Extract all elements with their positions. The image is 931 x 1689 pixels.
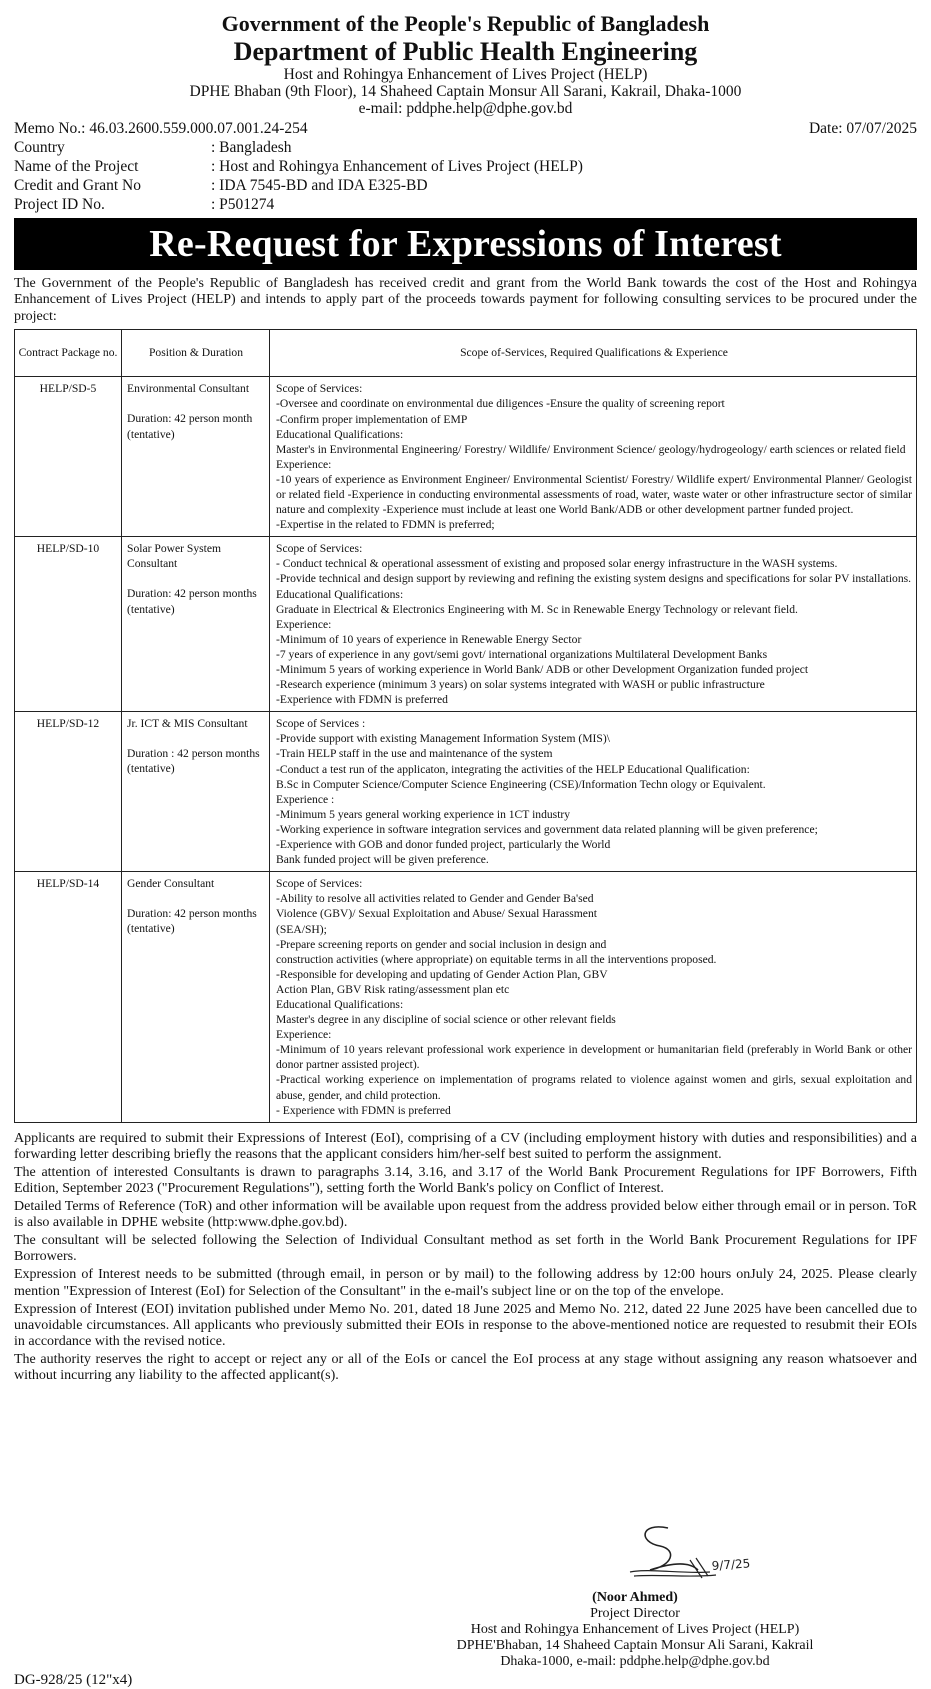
scope-cell [270, 872, 917, 1123]
scope-line: construction activities (where appropriate) on equitable terms in all the interventions proposed. [276, 952, 717, 966]
position-cell [122, 377, 270, 537]
scope-line: -Confirm proper implementation of EMP [276, 412, 468, 426]
signatory-title: Project Director [590, 1606, 680, 1621]
scope-line: -Minimum 5 years general working experience in 1CT industry [276, 807, 571, 821]
meta-row [14, 176, 917, 195]
memo-row [14, 120, 917, 138]
services-table [14, 329, 917, 1122]
footer-paragraph: The authority reserves the right to accept or reject any or all of the EoIs or cancel the EoI process at any stage without assigning any reason whatsoever and without incurring any liability to the affected applicant(s). [14, 1351, 917, 1384]
package-cell: HELP/SD-5 [15, 377, 122, 537]
scope-line: B.Sc in Computer Science/Computer Science Engineering (CSE)/Information Techn ology or Equivalent. [276, 777, 766, 791]
position-title: Environmental Consultant [127, 382, 250, 396]
package-cell: HELP/SD-12 [15, 712, 122, 872]
column-header-scope: Scope of-Services, Required Qualifications & Experience [270, 330, 917, 377]
scope-cell [270, 712, 917, 872]
signatory-name: (Noor Ahmed) [592, 1590, 678, 1605]
package-cell: HELP/SD-14 [15, 872, 122, 1123]
footer-paragraph: Applicants are required to submit their Expressions of Interest (EoI), comprising of a CV (including employment history with duties and responsibilities) and a forwarding letter describing briefly the reasons that the applicant considers him/her-self best suited to perform the assignment. [14, 1130, 917, 1162]
email-line: e-mail: pddphe.help@dphe.gov.bd [358, 100, 573, 118]
column-header-position: Position & Duration [122, 330, 270, 377]
address-line: DPHE Bhaban (9th Floor), 14 Shaheed Captain Monsur All Sarani, Kakrail, Dhaka-1000 [189, 83, 742, 101]
position-title: Solar Power System Consultant [127, 542, 222, 571]
scope-line: -Experience with FDMN is preferred [276, 693, 448, 707]
scope-line: Educational Qualifications: [276, 587, 404, 601]
meta-row [14, 195, 917, 214]
scope-line: Experience: [276, 617, 332, 631]
scope-line: Educational Qualifications: [276, 427, 404, 441]
government-title: Government of the People's Republic of Bangladesh [221, 11, 710, 36]
table-header-row [15, 330, 917, 377]
scope-line: Experience: [276, 1028, 332, 1042]
memo-date: Date: 07/07/2025 [808, 119, 917, 137]
scope-line: -10 years of experience as Environment Engineer/ Environmental Scientist/ Forestry/ Wildlife expert/ Environmental Planner/ Geologist or related field -Experience in conducting environmental assessments of road, water, waste water or other infrastructure sector of similar nature and complexity -Experience must include at least one World Bank/ADB or other development partner funded project. [276, 472, 912, 517]
scope-line: Scope of Services: [276, 382, 363, 396]
signature-image [620, 1520, 770, 1590]
scope-line: -Ability to resolve all activities related to Gender and Gender Ba'sed [276, 892, 594, 906]
position-duration: Duration: 42 person months (tentative) [127, 907, 257, 936]
meta-row [14, 157, 917, 176]
footer-paragraph: Expression of Interest needs to be submitted (through email, in person or by mail) to the following address by 12:00 hours onJuly 24, 2025. Please clearly mention "Expression of Interest (EoI) for Selection of the Consultant" in the e-mail's subject line or on the top of the envelope. [14, 1267, 917, 1299]
scope-line: -Provide technical and design support by reviewing and refining the existing system designs and specifications for solar PV installations. [276, 572, 912, 586]
scope-line: -7 years of experience in any govt/semi govt/ international organizations Multilateral Development Banks [276, 647, 768, 661]
table-row [15, 537, 917, 712]
scope-line: -Provide support with existing Management Information System (MIS)\ [276, 732, 610, 746]
scope-line: Graduate in Electrical & Electronics Engineering with M. Sc in Renewable Energy Technology or relevant field. [276, 602, 798, 616]
dg-code: DG-928/25 (12"x4) [14, 1672, 133, 1688]
meta-key: Project ID No. [14, 195, 105, 213]
footer-paragraph: Expression of Interest (EOI) invitation published under Memo No. 201, dated 18 June 2025 and Memo No. 212, dated 22 June 2025 have been cancelled due to unavoidable circumstances. All applicants who previously submitted their EOIs in response to the above-mentioned notice are requested to resubmit their EOIs in accordance with the revised notice. [14, 1301, 917, 1349]
notice-banner: Re-Request for Expressions of Interest [14, 218, 917, 270]
meta-value: : Bangladesh [211, 138, 292, 156]
meta-key: Name of the Project [14, 157, 139, 175]
scope-line: Scope of Services: [276, 877, 363, 891]
notice-page [14, 8, 917, 1386]
meta-value: : Host and Rohingya Enhancement of Lives Project (HELP) [211, 157, 583, 175]
table-row [15, 872, 917, 1123]
footer-paragraph: Detailed Terms of Reference (ToR) and other information will be available upon request from the address provided below either through email or in person. ToR is also available in DPHE website (http:www.dphe.gov.bd). [14, 1199, 917, 1231]
position-title: Gender Consultant [127, 877, 215, 891]
scope-line: - Conduct technical & operational assessment of existing and proposed solar energy infrastructure in the WASH systems. [276, 557, 838, 571]
scope-line: Master's degree in any discipline of social science or other relevant fields [276, 1013, 616, 1027]
intro-paragraph: The Government of the People's Republic of Bangladesh has received credit and grant from the World Bank towards the cost of the Host and Rohingya Enhancement of Lives Project (HELP) and intends to apply part of the proceeds towards payment for following consulting services to be procured under the project: [14, 275, 917, 324]
scope-line: -Experience with GOB and donor funded project, particularly the World [276, 838, 611, 852]
scope-line: -Responsible for developing and updating of Gender Action Plan, GBV [276, 967, 608, 981]
position-duration: Duration: 42 person month (tentative) [127, 412, 253, 441]
meta-row [14, 138, 917, 157]
position-title: Jr. ICT & MIS Consultant [127, 717, 248, 731]
meta-value: : IDA 7545-BD and IDA E325-BD [211, 176, 428, 194]
department-title: Department of Public Health Engineering [233, 36, 698, 66]
signature-date: 9/7/25 [711, 1556, 751, 1573]
scope-line: Scope of Services: [276, 542, 363, 556]
meta-value: : P501274 [211, 195, 275, 213]
scope-line: -Train HELP staff in the use and maintenance of the system [276, 747, 553, 761]
meta-key: Credit and Grant No [14, 176, 141, 194]
memo-number: Memo No.: 46.03.2600.559.000.07.001.24-254 [14, 119, 308, 137]
project-line: Host and Rohingya Enhancement of Lives Project (HELP) [283, 65, 648, 83]
scope-line: -Minimum of 10 years relevant professional work experience in development or humanitarian field (preferably in World Bank or other donor partner assisted project). [276, 1043, 912, 1072]
scope-line: Bank funded project will be given preference. [276, 853, 489, 867]
table-row [15, 377, 917, 537]
scope-line: Experience : [276, 792, 335, 806]
scope-line: Experience: [276, 457, 332, 471]
meta-key: Country [14, 138, 65, 156]
position-cell [122, 712, 270, 872]
footer-paragraph: The attention of interested Consultants is drawn to paragraphs 3.14, 3.16, and 3.17 of the World Bank Procurement Regulations for IPF Borrowers, Fifth Edition, September 2023 ("Procurement Regulations"), setting forth the World Bank's policy on Conflict of Interest. [14, 1164, 917, 1196]
position-cell [122, 537, 270, 712]
position-cell [122, 872, 270, 1123]
scope-line: -Expertise in the related to FDMN is preferred; [276, 518, 495, 532]
scope-line: Scope of Services : [276, 717, 366, 731]
position-duration: Duration: 42 person months (tentative) [127, 587, 257, 616]
project-meta [14, 138, 917, 214]
scope-cell [270, 377, 917, 537]
scope-line: Violence (GBV)/ Sexual Exploitation and Abuse/ Sexual Harassment [276, 907, 597, 921]
scope-line: -Prepare screening reports on gender and social inclusion in design and [276, 937, 607, 951]
signatory-project: Host and Rohingya Enhancement of Lives Project (HELP) [470, 1622, 800, 1637]
footer-paragraph: The consultant will be selected following the Selection of Individual Consultant method as set forth in the World Bank Procurement Regulations for IPF Borrowers. [14, 1233, 917, 1265]
column-header-package: Contract Package no. [15, 330, 122, 377]
scope-cell [270, 537, 917, 712]
scope-line: -Minimum of 10 years of experience in Renewable Energy Sector [276, 632, 582, 646]
scope-line: -Practical working experience on implementation of programs related to violence against women and girls, sexual exploitation and abuse, gender, and child protection. [276, 1073, 912, 1102]
scope-line: -Oversee and coordinate on environmental due diligences -Ensure the quality of screening report [276, 397, 725, 411]
scope-line: Educational Qualifications: [276, 997, 404, 1011]
signatory-address-1: DPHE'Bhaban, 14 Shaheed Captain Monsur Ali Sarani, Kakrail [456, 1638, 814, 1653]
scope-line: - Experience with FDMN is preferred [276, 1103, 451, 1117]
letterhead [14, 12, 917, 118]
scope-line: Action Plan, GBV Risk rating/assessment plan etc [276, 982, 510, 996]
package-cell: HELP/SD-10 [15, 537, 122, 712]
scope-line: -Minimum 5 years of working experience in World Bank/ ADB or other Development Organization funded project [276, 663, 809, 676]
signatory-block [435, 1590, 835, 1670]
scope-line: -Conduct a test run of the applicaton, integrating the activities of the HELP Educational Qualification: [276, 762, 750, 776]
scope-line: Master's in Environmental Engineering/ Forestry/ Wildlife/ Environment Science/ geology/hydrogeology/ earth sciences or related field [276, 442, 906, 456]
table-row [15, 712, 917, 872]
scope-line: -Working experience in software integration services and government data related planning will be given preference; [276, 822, 818, 836]
footer-paragraphs [14, 1131, 917, 1384]
signatory-address-2: Dhaka-1000, e-mail: pddphe.help@dphe.gov.bd [500, 1654, 770, 1669]
position-duration: Duration : 42 person months (tentative) [127, 747, 260, 776]
scope-line: (SEA/SH); [276, 922, 327, 936]
scope-line: -Research experience (minimum 3 years) on solar systems integrated with WASH or public infrastructure [276, 678, 765, 692]
